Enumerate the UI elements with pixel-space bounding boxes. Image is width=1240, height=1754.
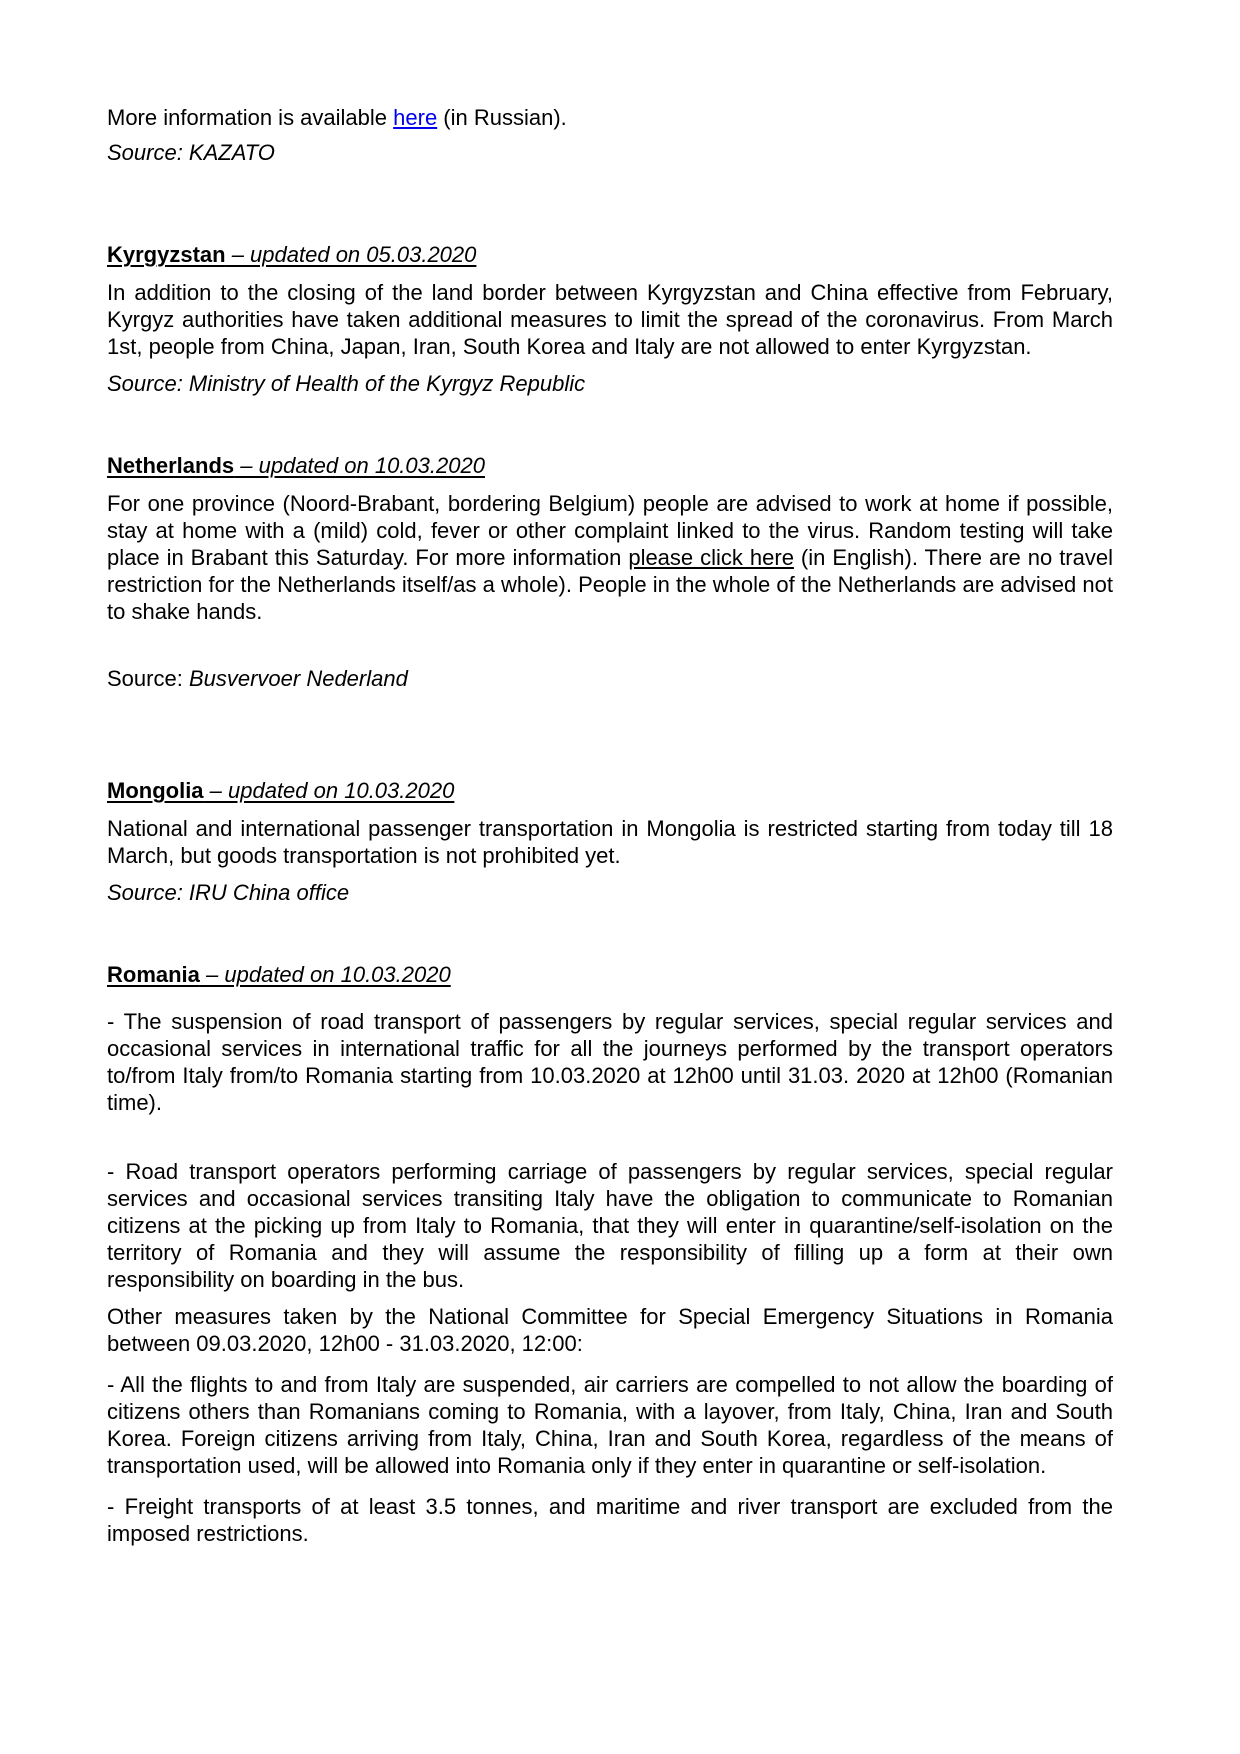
romania-paragraph-suspension: - The suspension of road transport of passengers by regular services, special regular services and occasional services in international traffic for all the journeys performed by the transport operators to/from Italy from/to Romania starting from 10.03.2020 at 12h00 until 31.03. 2020 at 12h00 (Romanian time). (107, 1009, 1113, 1115)
source-label: Source: (107, 666, 189, 691)
updated-date: – updated on 05.03.2020 (225, 242, 477, 267)
country-name: Mongolia (107, 778, 204, 803)
source-kazato: Source: KAZATO (107, 140, 275, 165)
updated-date: – updated on 10.03.2020 (203, 778, 455, 803)
more-info-russian-link[interactable]: here (393, 105, 438, 130)
source-netherlands (107, 665, 1113, 692)
source-mongolia: Source: IRU China office (107, 880, 350, 905)
section-heading-romania (107, 961, 1113, 988)
updated-date: – updated on 10.03.2020 (199, 962, 451, 987)
please-click-here-link[interactable]: please click here (628, 545, 794, 570)
country-name: Romania (107, 962, 200, 987)
heading-underline-wrap (107, 778, 454, 803)
romania-paragraph-freight: - Freight transports of at least 3.5 tonnes, and maritime and river transport are excluded from the imposed restrictions. (107, 1494, 1113, 1546)
section-heading-netherlands (107, 452, 1113, 479)
heading-underline-wrap (107, 962, 451, 987)
section-heading-mongolia (107, 777, 1113, 804)
romania-paragraph-other-measures: Other measures taken by the National Committee for Special Emergency Situations in Romania between 09.03.2020, 12h00 - 31.03.2020, 12:00: (107, 1304, 1113, 1356)
kyrgyzstan-body-paragraph: In addition to the closing of the land border between Kyrgyzstan and China effective from February, Kyrgyz authorities have taken additional measures to limit the spread of the coronavirus. From March 1st, people from China, Japan, Iran, South Korea and Italy are not allowed to enter Kyrgyzstan. (107, 280, 1113, 359)
romania-paragraph-flights: - All the flights to and from Italy are suspended, air carriers are compelled to not allow the boarding of citizens others than Romanians coming to Romania, with a layover, from Italy, China, Iran and South Korea. Foreign citizens arriving from Italy, China, Iran and South Korea, regardless of the means of transportation used, will be allowed into Romania only if they enter in quarantine or self-isolation. (107, 1372, 1113, 1478)
updated-date: – updated on 10.03.2020 (234, 453, 485, 478)
heading-underline-wrap (107, 453, 485, 478)
source-name: Busvervoer Nederland (188, 666, 408, 691)
netherlands-text-after: (in English). There are no travel restriction for the Netherlands itself/as a whole). People in the whole of the Netherlands are advised not to shake hands. (107, 545, 1113, 624)
romania-paragraph-operators: - Road transport operators performing carriage of passengers by regular services, special regular services and occasional services transiting Italy have the obligation to communicate to Romanian citizens at the picking up from Italy to Romania, that they will enter in quarantine/self-isolation on the territory of Romania and they will assume the responsibility of filling up a form at their own responsibility on boarding in the bus. (107, 1159, 1113, 1292)
netherlands-body-paragraph (107, 490, 1113, 625)
heading-underline-wrap (107, 242, 476, 267)
intro-paragraph (107, 104, 1113, 131)
netherlands-text-before: For one province (Noord-Brabant, bordering Belgium) people are advised to work at home if possible, stay at home with a (mild) cold, fever or other complaint linked to the virus. Random testing will take place in Brabant this Saturday. For more information (107, 491, 1113, 570)
intro-text-before: More information is available (107, 105, 394, 130)
section-heading-kyrgyzstan (107, 241, 1113, 268)
country-name: Kyrgyzstan (107, 242, 226, 267)
document-content (107, 104, 1113, 1547)
country-name: Netherlands (107, 453, 235, 478)
source-kyrgyzstan: Source: Ministry of Health of the Kyrgyz Republic (107, 371, 586, 396)
intro-text-after: (in Russian). (437, 105, 567, 130)
mongolia-body-paragraph: National and international passenger transportation in Mongolia is restricted starting from today till 18 March, but goods transportation is not prohibited yet. (107, 816, 1113, 868)
